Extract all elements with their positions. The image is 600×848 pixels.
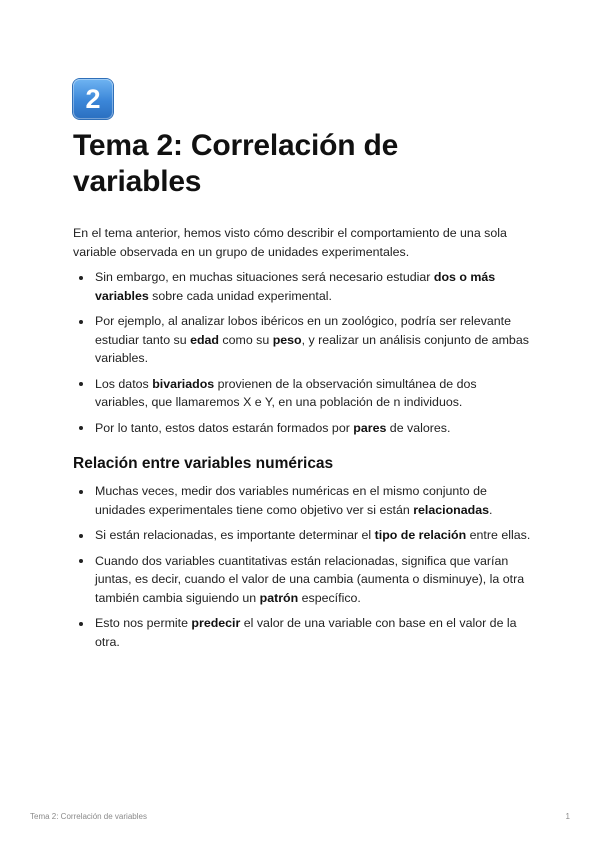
bullet-icon [79, 320, 83, 324]
bullet-icon [79, 382, 83, 386]
keycap-digit: 2 [85, 83, 101, 114]
list-item: Por lo tanto, estos datos estarán formados por pares de valores. [73, 419, 533, 438]
list-item: Sin embargo, en muchas situaciones será necesario estudiar dos o más variables sobre cada unidad experimental. [73, 268, 533, 305]
bullet-list-intro [73, 268, 533, 437]
bullet-icon [79, 622, 83, 626]
intro-paragraph: En el tema anterior, hemos visto cómo describir el comportamiento de una sola variable observada en un grupo de unidades experimentales. [73, 226, 507, 259]
page-number: 1 [565, 812, 570, 821]
page-content [73, 224, 533, 658]
section-heading: Relación entre variables numéricas [73, 455, 334, 472]
bullet-icon [79, 426, 83, 430]
page-title: Tema 2: Correlación de variables [73, 129, 399, 198]
list-item: Por ejemplo, al analizar lobos ibéricos en un zoológico, podría ser relevante estudiar tanto su edad como su peso, y realizar un análisis conjunto de ambas variables. [73, 312, 533, 368]
bullet-list-relation [73, 482, 533, 651]
list-item: Muchas veces, medir dos variables numéricas en el mismo conjunto de unidades experimentales tiene como objetivo ver si están relacionadas. [73, 482, 533, 519]
footer-title: Tema 2: Correlación de variables [30, 812, 147, 821]
bullet-icon [79, 276, 83, 280]
bullet-icon [79, 534, 83, 538]
keycap-digit-two-icon [73, 79, 113, 119]
list-item: Los datos bivariados provienen de la observación simultánea de dos variables, que llamaremos X e Y, en una población de n individuos. [73, 375, 533, 412]
list-item: Cuando dos variables cuantitativas están relacionadas, significa que varían juntas, es decir, cuando el valor de una cambia (aumenta o disminuye), la otra también cambia siguiendo un patrón específico. [73, 552, 533, 608]
list-item: Esto nos permite predecir el valor de una variable con base en el valor de la otra. [73, 614, 533, 651]
list-item: Si están relacionadas, es importante determinar el tipo de relación entre ellas. [73, 526, 533, 545]
bullet-icon [79, 490, 83, 494]
bullet-icon [79, 559, 83, 563]
